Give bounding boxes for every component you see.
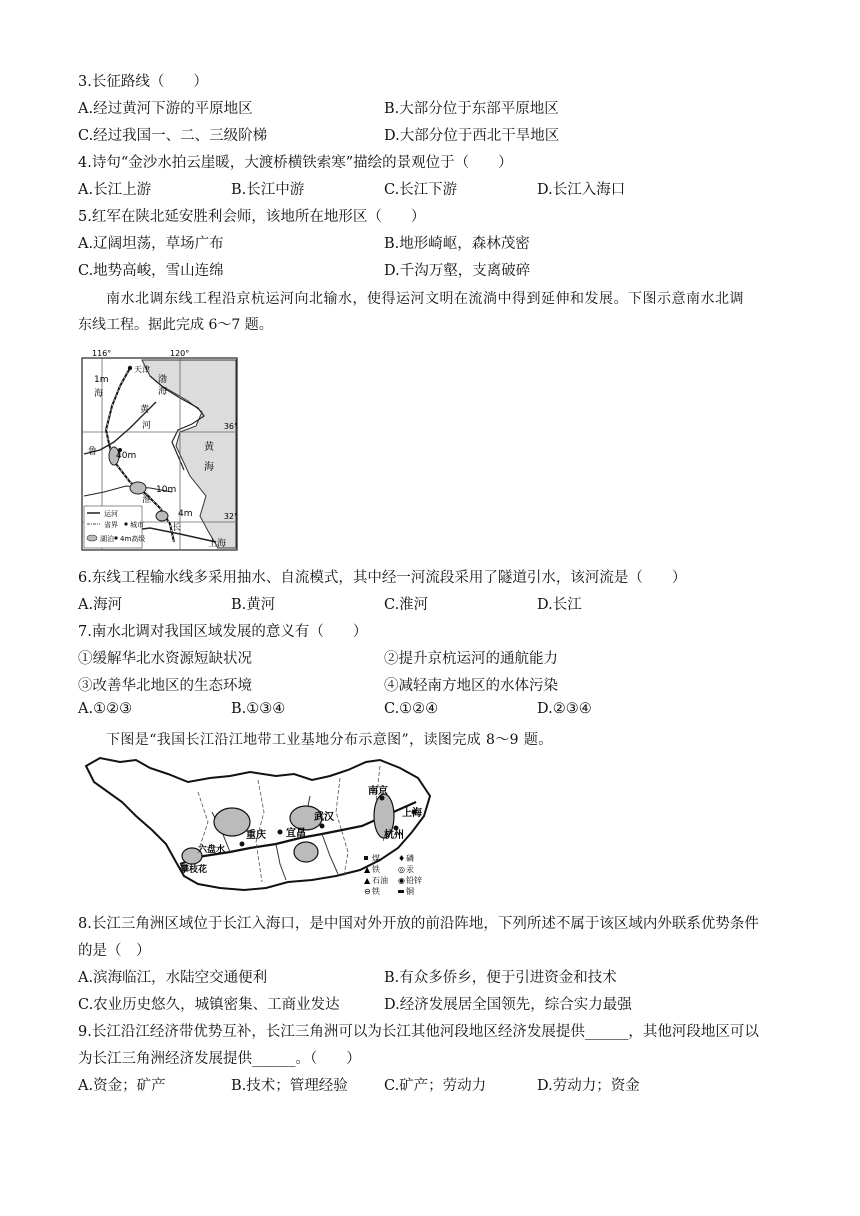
map1-lon-116: 116°	[92, 349, 112, 358]
map1-legend-boundary: 省界	[104, 521, 118, 529]
q7-statement-2: ②提升京杭运河的通航能力	[384, 651, 558, 667]
q9-option-a[interactable]: A.资金；矿产	[78, 1078, 166, 1094]
map1-legend-city: 城市	[130, 521, 144, 529]
q5-option-b[interactable]: B.地形崎岖，森林茂密	[384, 236, 530, 252]
q7-option-a[interactable]: A.①②③	[78, 701, 133, 717]
map2-legend-oil-icon: ▲	[364, 876, 371, 885]
q5-option-a[interactable]: A.辽阔坦荡，草场广布	[78, 236, 224, 252]
q7-option-b[interactable]: B.①③④	[231, 701, 286, 717]
intro-6-7-line2: 东线工程。据此完成 6～7 题。	[78, 317, 273, 333]
map1-label-shanghai: 上海	[208, 539, 227, 549]
map1-label-tianjin: 天津	[134, 365, 150, 374]
intro-8-9: 下图是“我国长江沿江地带工业基地分布示意图”，读图完成 8～9 题。	[106, 732, 553, 748]
q3-option-c[interactable]: C.经过我国一、二、三级阶梯	[78, 128, 268, 144]
east-route-water-transfer-map	[80, 346, 240, 554]
q9-option-c[interactable]: C.矿产；劳动力	[384, 1078, 487, 1094]
q3-option-d[interactable]: D.大部分位于西北干旱地区	[384, 128, 560, 144]
map1-label-he: 河	[142, 421, 152, 431]
q8-option-a[interactable]: A.滨海临江，水陆空交通便利	[78, 970, 268, 986]
q5-stem: 5.红军在陕北延安胜利会师，该地所在地形区（ ）	[78, 209, 426, 225]
map1-label-10m: 10m	[156, 485, 177, 495]
map2-legend-iron-icon: ▲	[364, 865, 371, 874]
q9-stem-line2: 为长江三角洲经济发展提供______。（ ）	[78, 1051, 361, 1067]
map1-label-1m: 1m	[94, 375, 109, 385]
q9-option-d[interactable]: D.劳动力；资金	[537, 1078, 640, 1094]
map1-legend-elevation: 4m高级	[120, 535, 146, 543]
q8-option-b[interactable]: B.有众多侨乡，便于引进资金和技术	[384, 970, 617, 986]
map1-legend-lake: 湖泊	[100, 535, 114, 543]
map1-label-huai: 淮	[142, 495, 152, 505]
q7-stem: 7.南水北调对我国区域发展的意义有（ ）	[78, 624, 368, 640]
map2-legend-coal: 煤	[372, 854, 380, 863]
map2-legend-iron2-icon: ⊖	[364, 887, 371, 896]
q7-option-d[interactable]: D.②③④	[537, 701, 592, 717]
map2-city-yichang: 宜昌	[286, 828, 306, 839]
q4-option-d[interactable]: D.长江入海口	[537, 182, 626, 198]
map1-label-40m: 40m	[116, 451, 137, 461]
q6-stem: 6.东线工程输水线多采用抽水、自流模式，其中经一河流段采用了隧道引水，该河流是（ ）	[78, 570, 687, 586]
q7-statement-3: ③改善华北地区的生态环境	[78, 678, 252, 694]
q7-option-c[interactable]: C.①②④	[384, 701, 439, 717]
q3-option-a[interactable]: A.经过黄河下游的平原地区	[78, 101, 253, 117]
map1-label-yellow-sea-huang: 黄	[204, 442, 214, 453]
q8-option-d[interactable]: D.经济发展居全国领先，综合实力最强	[384, 997, 632, 1013]
map2-city-hangzhou: 杭州	[384, 830, 404, 841]
map2-city-panzhihua: 攀枝花	[180, 865, 208, 875]
q9-option-b[interactable]: B.技术；管理经验	[231, 1078, 348, 1094]
map1-lat-36: 36°	[223, 422, 238, 431]
map2-city-wuhan: 武汉	[314, 812, 334, 823]
q4-option-c[interactable]: C.长江下游	[384, 182, 458, 198]
map1-lon-120: 120°	[170, 349, 190, 358]
q6-option-a[interactable]: A.海河	[78, 597, 123, 613]
map1-label-huang: 黄	[140, 405, 150, 415]
q8-stem-line1: 8.长江三角洲区域位于长江入海口，是中国对外开放的前沿阵地，下列所述不属于该区域内外联系优势条件	[78, 916, 759, 932]
map2-legend-iron2: 铁	[372, 887, 380, 896]
map2-city-shanghai: 上海	[402, 808, 422, 819]
q3-stem: 3.长征路线（ ）	[78, 74, 208, 90]
q7-statement-4: ④减轻南方地区的水体污染	[384, 678, 558, 694]
map1-label-4m: 4m	[178, 509, 193, 519]
map1-lat-32: 32°	[223, 512, 238, 521]
map2-legend-mercury-icon: ◎	[398, 865, 405, 874]
map2-legend-leadzinc: 铅锌	[406, 876, 422, 885]
q8-stem-line2: 的是（ ）	[78, 943, 151, 959]
yangtze-industrial-base-map	[80, 752, 440, 904]
map1-label-yellow-sea-hai: 海	[204, 462, 214, 473]
q6-option-c[interactable]: C.淮河	[384, 597, 429, 613]
q4-option-a[interactable]: A.长江上游	[78, 182, 152, 198]
map2-legend-iron: 铁	[372, 865, 380, 874]
q4-option-b[interactable]: B.长江中游	[231, 182, 305, 198]
map1-label-chang: 长	[172, 523, 182, 533]
map2-legend-phosphorus-icon: ♦	[398, 854, 406, 863]
map2-city-nanjing: 南京	[368, 786, 388, 797]
q7-statement-1: ①缓解华北水资源短缺状况	[78, 651, 252, 667]
map1-label-hai2: 海	[94, 389, 104, 399]
q9-stem-line1: 9.长江沿江经济带优势互补，长江三角洲可以为长江其他河段地区经济发展提供______，其他河段地区可以	[78, 1024, 759, 1040]
q6-option-b[interactable]: B.黄河	[231, 597, 276, 613]
q5-option-d[interactable]: D.千沟万壑，支离破碎	[384, 263, 531, 279]
q8-option-c[interactable]: C.农业历史悠久，城镇密集、工商业发达	[78, 997, 340, 1013]
q5-option-c[interactable]: C.地势高峻，雪山连绵	[78, 263, 224, 279]
q3-option-b[interactable]: B.大部分位于东部平原地区	[384, 101, 559, 117]
map2-city-chongqing: 重庆	[246, 830, 266, 841]
map2-legend-copper: 铜	[406, 887, 414, 896]
map2-legend-leadzinc-icon: ◉	[398, 876, 405, 885]
map1-label-lu: 鲁	[88, 447, 98, 457]
map2-city-liupanshui: 六盘水	[198, 845, 226, 855]
intro-6-7-line1: 南水北调东线工程沿京杭运河向北输水，使得运河文明在流淌中得到延伸和发展。下图示意南水北调	[106, 291, 744, 307]
map2-legend-phosphorus: 磷	[406, 854, 414, 863]
map1-label-bo: 渤	[158, 375, 168, 385]
q4-stem: 4.诗句“金沙水拍云崖暖，大渡桥横铁索寒”描绘的景观位于（ ）	[78, 155, 513, 171]
map2-legend-oil: 石油	[372, 876, 388, 885]
map1-label-hai1: 海	[158, 387, 168, 397]
map2-legend-mercury: 汞	[406, 865, 414, 874]
map1-legend-canal: 运河	[104, 510, 118, 518]
q6-option-d[interactable]: D.长江	[537, 597, 582, 613]
